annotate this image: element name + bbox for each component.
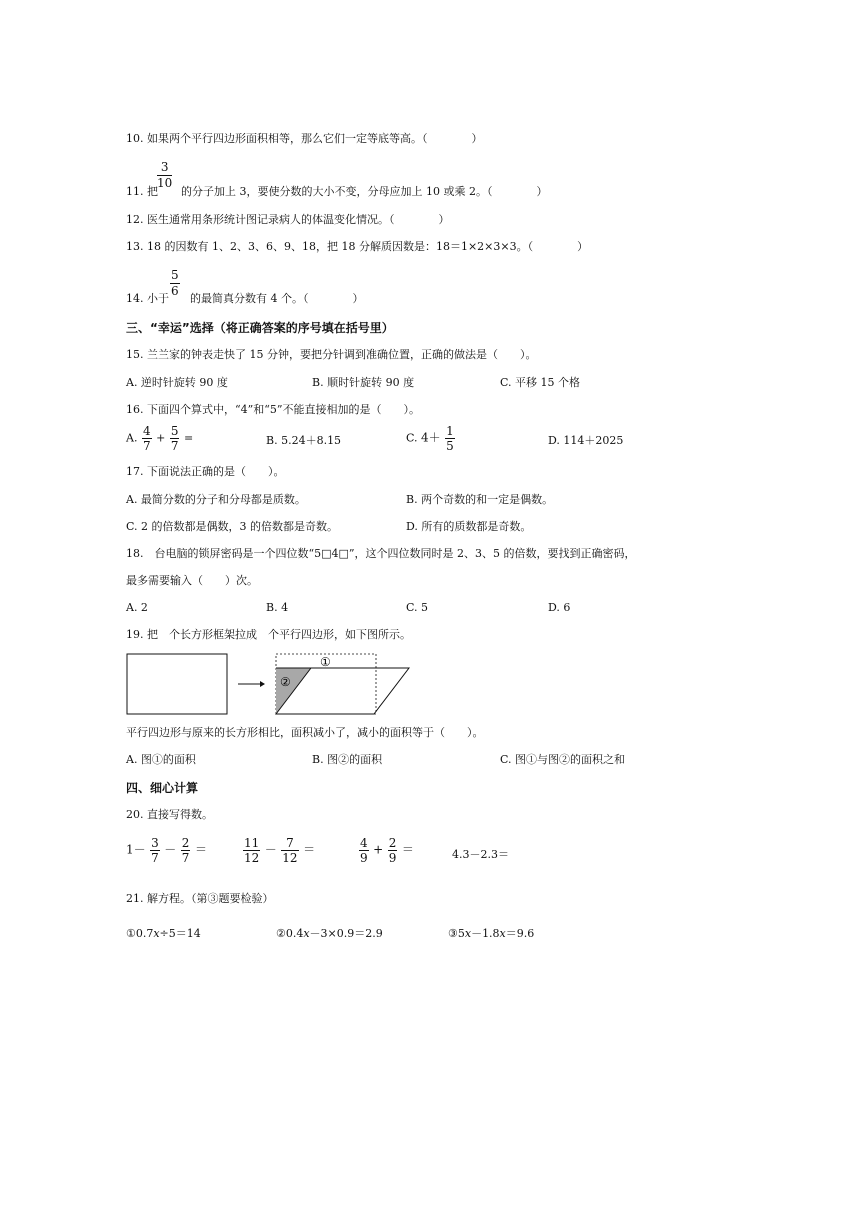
q17-option-d: D. 所有的质数都是奇数。 xyxy=(406,520,532,533)
q14-prefix: 14. 小于 xyxy=(126,292,169,305)
q15-option-c: C. 平移 15 个格 xyxy=(500,376,581,389)
calc-2-fraction-1 xyxy=(243,836,260,865)
question-14 xyxy=(126,292,364,306)
calc-4: 4.3－2.3＝ xyxy=(452,848,509,861)
question-13: 13. 18 的因数有 1、2、3、6、9、18，把 18 分解质因数是：18＝1×2×3×3。（ ） xyxy=(126,240,589,253)
calc-1-integer: 1－ xyxy=(126,842,146,857)
q16-option-d: D. 114＋2025 xyxy=(548,434,624,447)
q18-option-b: B. 4 xyxy=(266,601,289,614)
q14-fraction xyxy=(170,268,180,299)
q15-option-a: A. 逆时针旋转 90 度 xyxy=(126,376,228,389)
calc-3-numerator-2: 2 xyxy=(388,836,397,850)
calc-2-numerator-1: 11 xyxy=(244,836,260,850)
q16-option-c xyxy=(406,424,456,453)
q16-a-denominator-2: 7 xyxy=(170,439,179,453)
calc-2-equals: ＝ xyxy=(303,842,316,857)
question-21: 21. 解方程。（第③题要检验） xyxy=(126,892,274,905)
q16-c-denominator: 5 xyxy=(446,439,454,453)
calc-1-denominator-2: 7 xyxy=(181,851,190,865)
calc-1-numerator-2: 2 xyxy=(181,836,190,850)
calc-3-numerator-1: 4 xyxy=(360,836,368,850)
calc-2-operator: － xyxy=(264,842,277,857)
arrow-head xyxy=(260,681,265,687)
calc-3-operator: + xyxy=(373,842,384,857)
q16-a-fraction-1 xyxy=(142,424,152,453)
q19-option-c: C. 图①与图②的面积之和 xyxy=(500,753,626,766)
question-15: 15. 兰兰家的钟表走快了 15 分钟，要把分针调到准确位置，正确的做法是（ ）。 xyxy=(126,348,537,361)
q16-a-fraction-2 xyxy=(170,424,180,453)
q16-c-integer: 4＋ xyxy=(421,430,441,445)
q14-frac-denominator: 6 xyxy=(171,284,179,298)
q19-figure xyxy=(120,648,420,720)
question-12: 12. 医生通常用条形统计图记录病人的体温变化情况。（ ） xyxy=(126,213,450,226)
calc-1-fraction-2 xyxy=(181,836,191,865)
question-11 xyxy=(126,185,547,199)
q11-suffix: 的分子加上 3，要使分数的大小不变，分母应加上 10 或乘 2。（ ） xyxy=(181,185,548,198)
q16-a-equals: = xyxy=(183,431,194,445)
calc-1-fraction-1 xyxy=(150,836,160,865)
q16-a-label: A. xyxy=(126,431,138,445)
calc-1 xyxy=(126,836,207,865)
q16-a-numerator-1: 4 xyxy=(142,424,151,438)
calc-1-numerator-1: 3 xyxy=(151,836,159,850)
calc-2-denominator-1: 12 xyxy=(244,851,260,865)
calc-1-denominator-1: 7 xyxy=(151,851,159,865)
q14-frac-numerator: 5 xyxy=(171,268,179,282)
calc-3-denominator-1: 9 xyxy=(360,851,368,865)
q16-a-numerator-2: 5 xyxy=(170,424,179,438)
question-18-line-2: 最多需要输入（ ）次。 xyxy=(126,574,258,587)
equation-2: ②0.4𝑥－3×0.9＝2.9 xyxy=(276,927,383,940)
equation-3: ③5𝑥－1.8𝑥＝9.6 xyxy=(448,927,535,940)
q16-option-b: B. 5.24＋8.15 xyxy=(266,434,342,447)
q16-a-operator: + xyxy=(156,431,166,445)
calc-2-denominator-2: 12 xyxy=(282,851,298,865)
calc-3-fraction-1 xyxy=(359,836,369,865)
original-rectangle xyxy=(127,654,227,714)
q16-c-fraction xyxy=(445,424,455,453)
calc-1-equals: ＝ xyxy=(194,842,207,857)
q11-prefix: 11. 把 xyxy=(126,185,158,198)
calc-3-equals: ＝ xyxy=(401,842,414,857)
q11-fraction xyxy=(157,160,172,191)
q16-a-denominator-1: 7 xyxy=(142,439,151,453)
q18-option-a: A. 2 xyxy=(126,601,148,614)
q16-option-a xyxy=(126,424,193,453)
q19-question-text: 平行四边形与原来的长方形相比，面积减小了，减小的面积等于（ ）。 xyxy=(126,726,484,739)
question-17: 17. 下面说法正确的是（ ）。 xyxy=(126,465,285,478)
calc-3-fraction-2 xyxy=(388,836,398,865)
q19-option-b: B. 图②的面积 xyxy=(312,753,383,766)
label-region-2: ② xyxy=(280,675,291,689)
q11-frac-numerator: 3 xyxy=(157,160,172,176)
q16-c-label: C. xyxy=(406,431,418,445)
section-4-heading: 四、细心计算 xyxy=(126,781,199,795)
calc-3 xyxy=(358,836,414,865)
q14-suffix: 的最简真分数有 4 个。（ ） xyxy=(190,292,364,305)
q17-option-c: C. 2 的倍数都是偶数，3 的倍数都是奇数。 xyxy=(126,520,339,533)
q18-option-d: D. 6 xyxy=(548,601,571,614)
calc-2 xyxy=(242,836,315,865)
q18-option-c: C. 5 xyxy=(406,601,429,614)
equation-1: ①0.7𝑥÷5＝14 xyxy=(126,927,201,940)
q15-option-b: B. 顺时针旋转 90 度 xyxy=(312,376,415,389)
q16-c-numerator: 1 xyxy=(446,424,454,438)
calc-3-denominator-2: 9 xyxy=(388,851,397,865)
question-18-line-1: 18. 台电脑的锁屏密码是一个四位数“5□4□”，这个四位数同时是 2、3、5 的倍数，要找到正确密码， xyxy=(126,547,636,560)
calc-1-operator: － xyxy=(164,842,177,857)
section-3-heading: 三、“幸运”选择（将正确答案的序号填在括号里） xyxy=(126,321,394,335)
q11-frac-denominator: 10 xyxy=(157,176,173,190)
question-10: 10. 如果两个平行四边形面积相等，那么它们一定等底等高。（ ） xyxy=(126,132,483,145)
question-20: 20. 直接写得数。 xyxy=(126,808,213,821)
label-region-1: ① xyxy=(320,655,331,669)
q19-option-a: A. 图①的面积 xyxy=(126,753,196,766)
question-19: 19. 把 个长方形框架拉成 个平行四边形，如下图所示。 xyxy=(126,628,411,641)
question-16: 16. 下面四个算式中，“4”和“5”不能直接相加的是（ ）。 xyxy=(126,403,420,416)
q17-option-a: A. 最简分数的分子和分母都是质数。 xyxy=(126,493,306,506)
calc-2-fraction-2 xyxy=(281,836,298,865)
calc-2-numerator-2: 7 xyxy=(281,836,298,851)
q17-option-b: B. 两个奇数的和一定是偶数。 xyxy=(406,493,554,506)
